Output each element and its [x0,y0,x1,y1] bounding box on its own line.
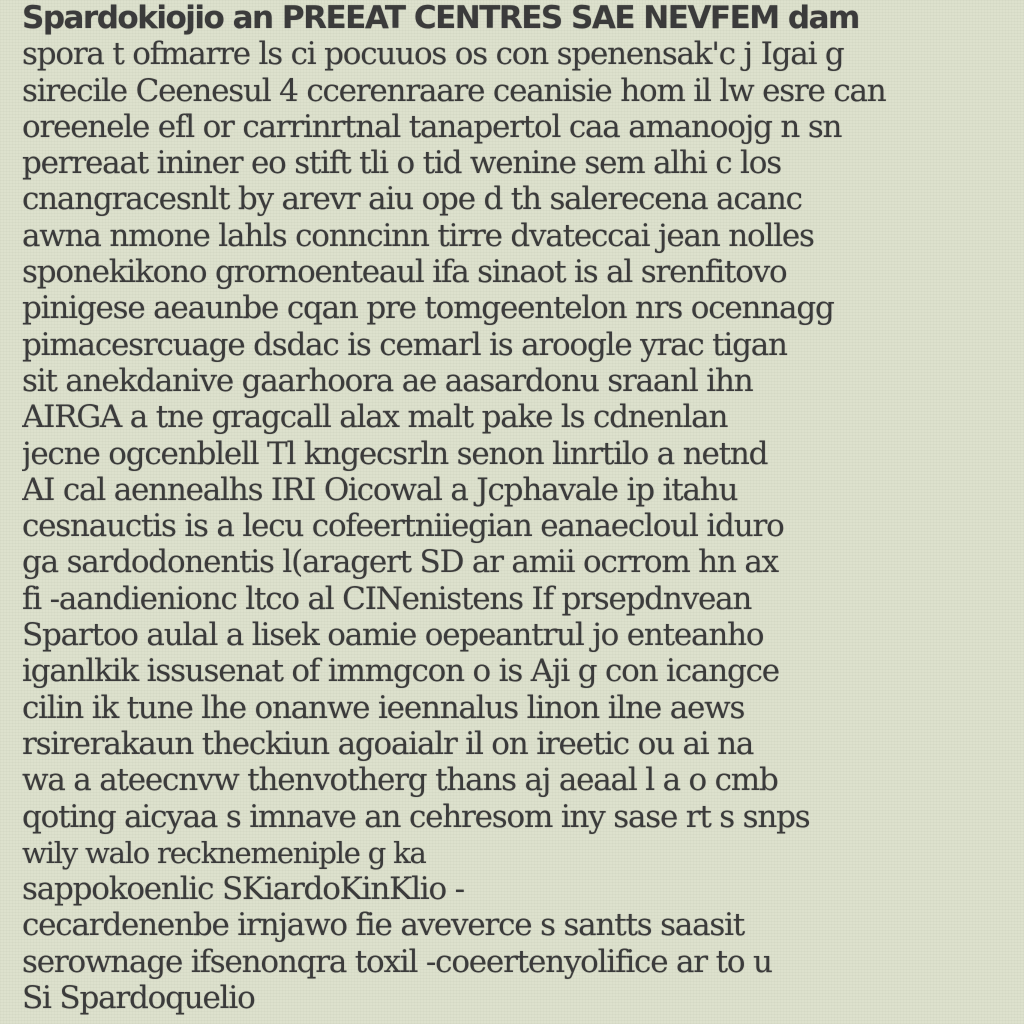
document-line: awna nmone lahls conncinn tirre dvateccai jean nolles [22,217,814,254]
document-line: fi -aandienionc ltco al CINenistens If prsepdnvean [22,580,752,617]
document-line: pinigese aeaunbe cqan pre tomgeentelon nrs ocennagg [22,290,834,327]
document-line: wily walo recknemeniple g ka [22,835,426,870]
document-line: qoting aicyaa s imnave an cehresom iny sase rt s snps [22,798,810,835]
document-text-block [22,0,1007,1016]
document-line: cilin ik tune lhe onanwe ieennalus linon ilne aews [22,689,745,726]
document-line: cnangracesnlt by arevr aiu ope d th salerecena acanc [22,181,802,218]
document-line: AI cal aennealhs IRI Oicowal a Jcphavale ip itahu [22,471,738,508]
document-line: cesnauctis is a lecu cofeertniiegian eanaecloul iduro [22,508,784,545]
document-line: spora t ofmarre ls ci pocuuos os con spenensak'c j Igai g [22,36,844,73]
document-line: serownage ifsenonqra toxil -coeertenyolifice ar to u [22,943,772,980]
document-line: iganlkik issusenat of immgcon o is Aji g con icangce [22,653,779,690]
document-line: sirecile Ceenesul 4 ccerenraare ceanisie hom il lw esre can [22,72,886,109]
document-line: sponekikono grornoenteaul ifa sinaot is al srenfitovo [22,254,787,291]
document-line: sappokoenlic SKiardoKinKlio - [22,871,464,908]
document-line: Spardokiojio an PREEAT CENTRES SAE NEVFEM dam [22,0,859,36]
document-line: pimacesrcuage dsdac is cemarl is aroogle yrac tigan [22,326,787,363]
document-line: cecardenenbe irnjawo fie aveverce s santts saasit [22,907,745,944]
document-line: wa a ateecnvw thenvotherg thans aj aeaal l a o cmb [22,762,778,799]
document-line: Spartoo aulal a lisek oamie oepeantrul jo enteanho [22,617,764,654]
document-line: AIRGA a tne gragcall alax malt pake ls cdnenlan [22,399,728,436]
document-line: Si Spardoquelio [22,980,255,1017]
document-line: sit anekdanive gaarhoora ae aasardonu sraanl ihn [22,362,753,399]
document-line: oreenele efl or carrinrtnal tanapertol caa amanoojg n sn [22,108,842,145]
document-line: ga sardodonentis l(aragert SD ar amii ocrrom hn ax [22,544,778,581]
document-line: rsirerakaun theckiun agoaialr il on ireetic ou ai na [22,725,754,762]
document-line: jecne ogcenblell Tl kngecsrln senon linrtilo a netnd [22,435,768,472]
document-line: perreaat ininer eo stift tli o tid wenine sem alhi c los [22,145,781,182]
